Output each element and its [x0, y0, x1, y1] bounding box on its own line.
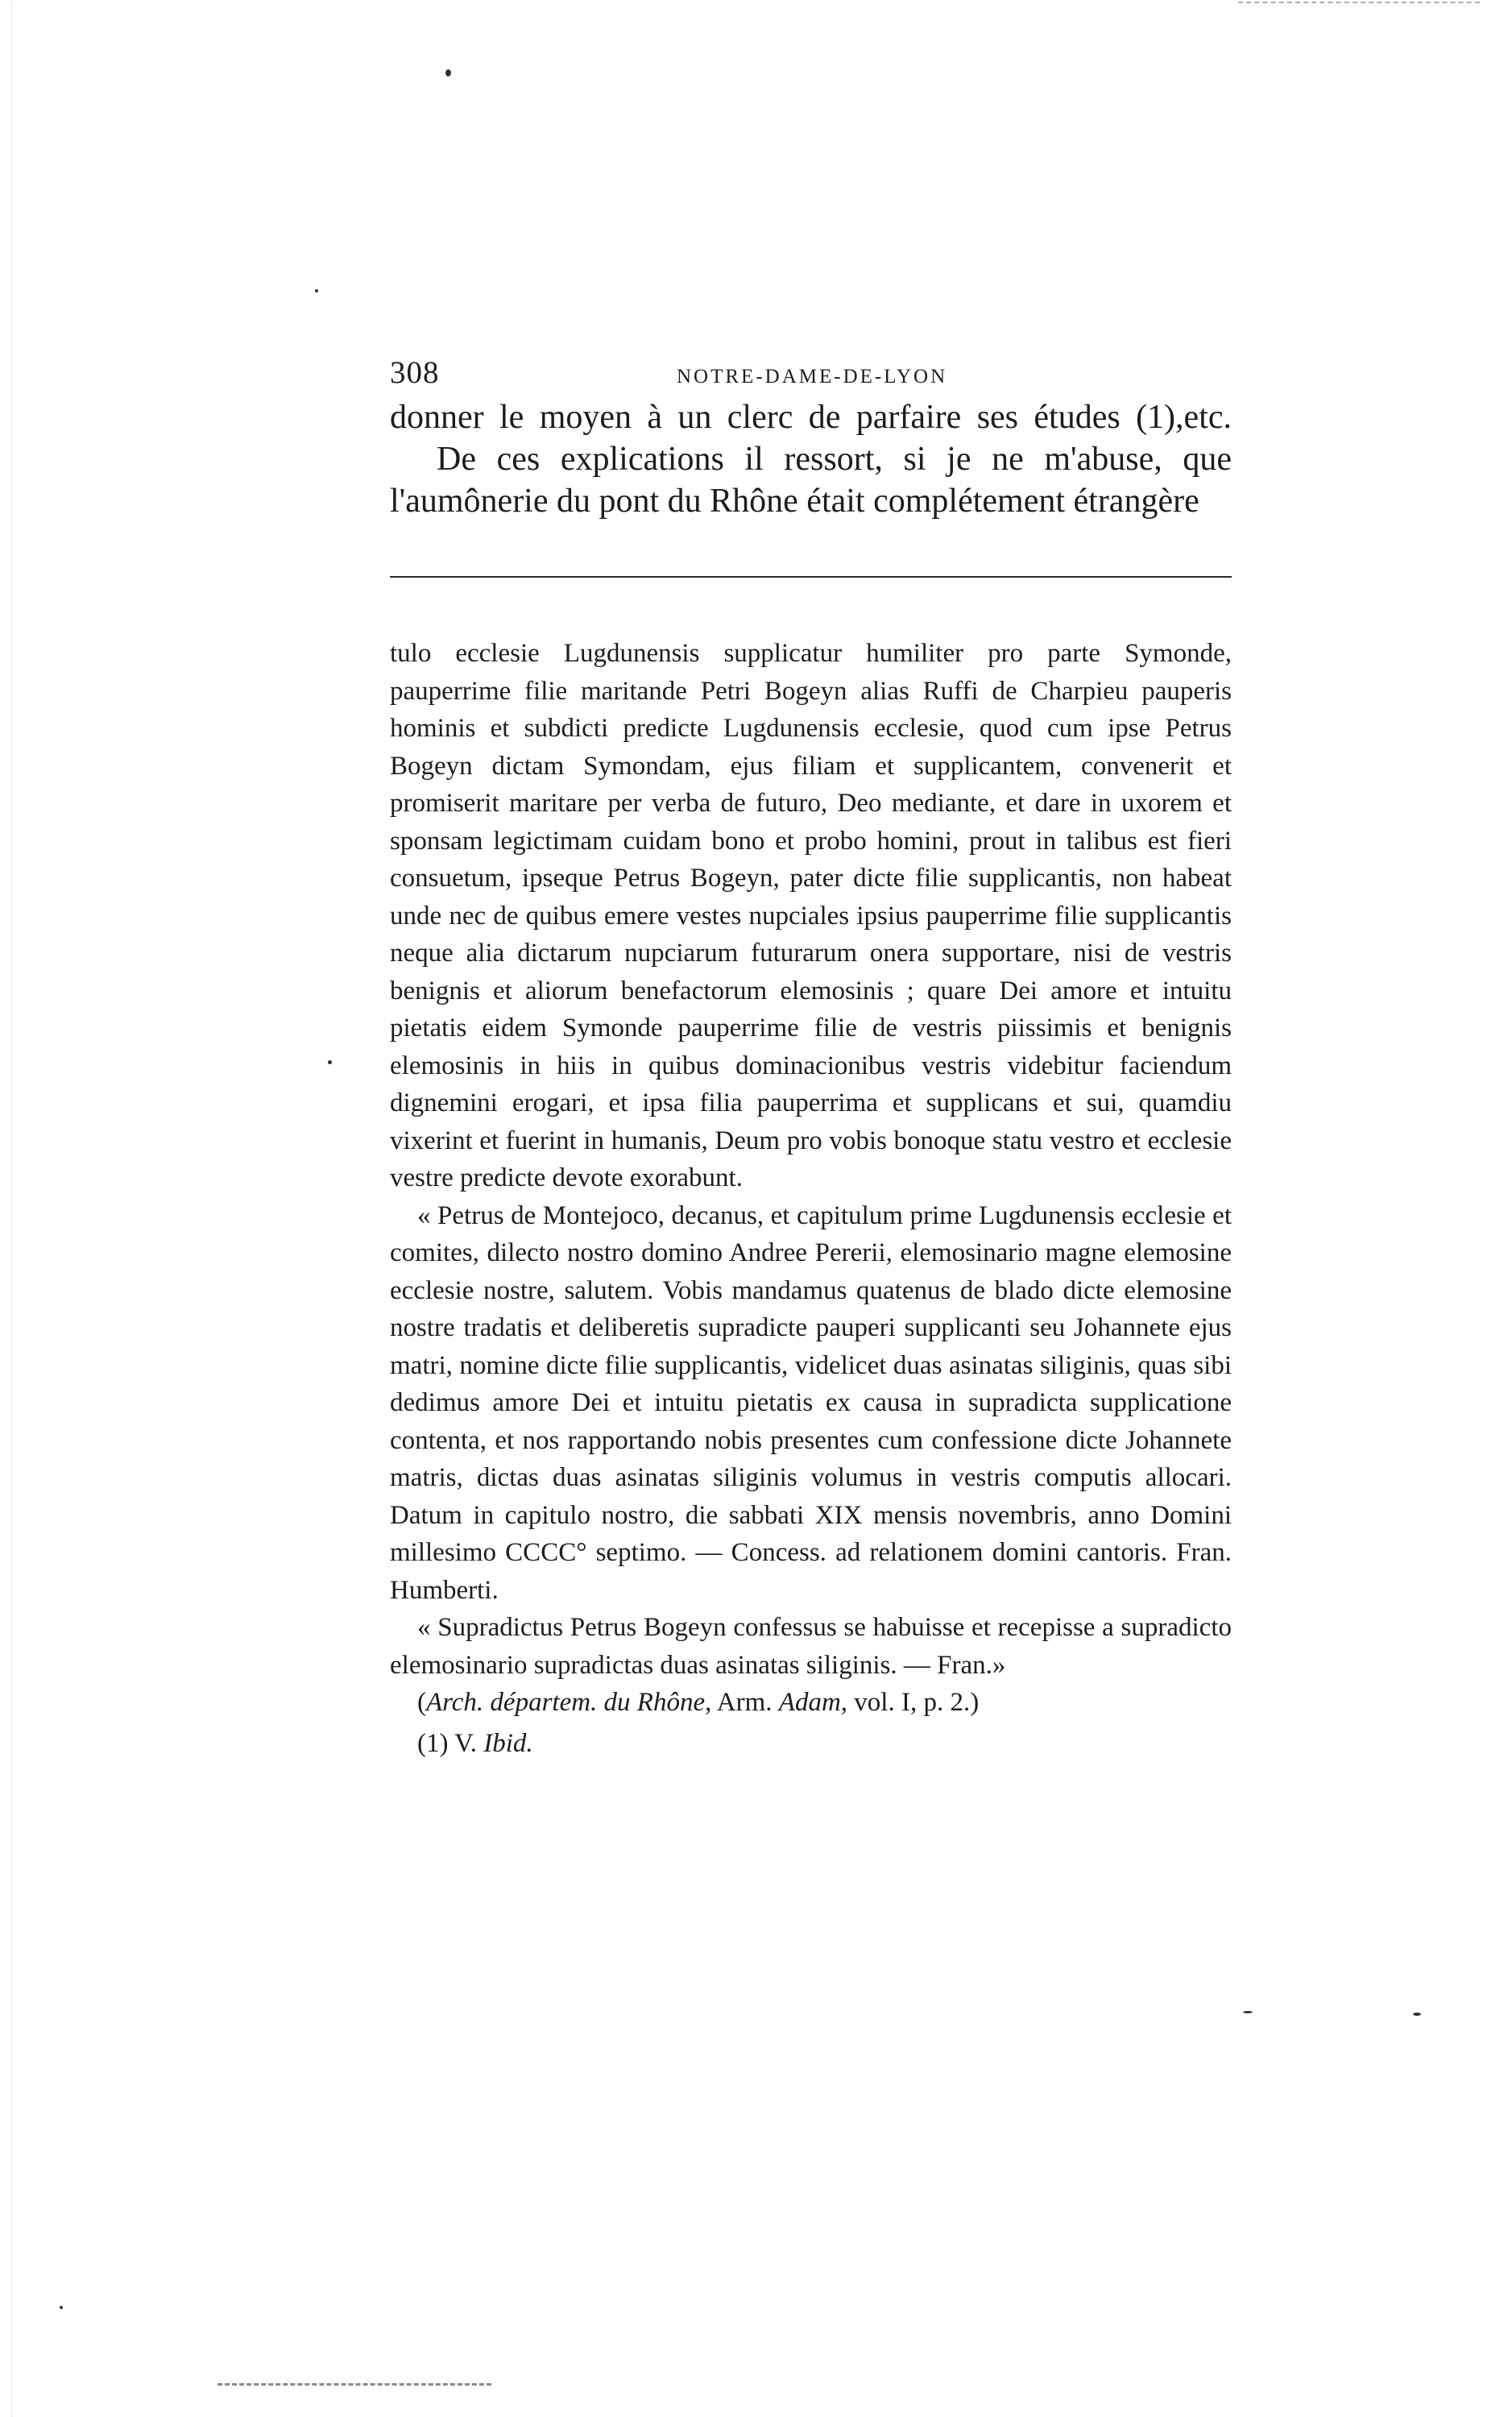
- scan-speck: [1243, 2011, 1253, 2013]
- scan-speck: [328, 1060, 332, 1064]
- page-number: 308: [390, 355, 440, 390]
- footnote-block: [390, 635, 1232, 1722]
- source-citation: [390, 1684, 1232, 1722]
- scan-speck: [1413, 2013, 1421, 2016]
- scan-bottom-artifact: [217, 2383, 491, 2386]
- body-continuation-line: donner le moyen à un clerc de parfaire ses études (1),etc.: [390, 399, 1232, 436]
- separator-rule: [390, 576, 1232, 578]
- footnote-reference: Ibid.: [483, 1728, 533, 1758]
- source-mid: , Arm.: [705, 1688, 779, 1717]
- footnote-marker: (1) V.: [417, 1728, 477, 1758]
- page-content: [390, 354, 1232, 1762]
- scan-top-artifact: [1238, 2, 1480, 3]
- body-paragraph: De ces explications il ressort, si je ne m'abuse, que l'aumônerie du pont du Rhône était complétement étrangère: [390, 441, 1232, 520]
- running-head: NOTRE-DAME-DE-LYON: [677, 366, 948, 388]
- scan-speck: [315, 289, 318, 292]
- page-header: [390, 354, 1232, 396]
- note-paragraph-3: « Supradictus Petrus Bogeyn confessus se habuisse et recepisse a supradicto elemosinario supradictas duas asinatas siliginis. — Fran.»: [390, 1613, 1232, 1680]
- source-fonds: Adam: [778, 1688, 841, 1717]
- source-end: , vol. I, p. 2.): [840, 1688, 980, 1717]
- source-archive: Arch. départem. du Rhône: [426, 1688, 706, 1717]
- note-paragraph-2: « Petrus de Montejoco, decanus, et capitulum prime Lugdunensis ecclesie et comites, dilecto nostro domino Andree Pererii, elemosinario magne elemosine ecclesie nostre, salutem. Vobis mandamus quatenus de blado dicte elemosine nostre tradatis et deliberetis supradicte pauperi supplicanti seu Johannete ejus matri, nomine dicte filie supplicantis, videlicet duas asinatas siliginis, quas sibi dedimus amore Dei et intuitu pietatis ex causa in supradicta supplicatione contenta, et nos rapportando nobis presentes cum confessione dicte Johannete matris, dictas duas asinatas siliginis volumus in vestris computis allocari. Datum in capitulo nostro, die sabbati XIX mensis novembris, anno Domini millesimo CCCC° septimo. — Concess. ad relationem domini cantoris. Fran. Humberti.: [390, 1200, 1232, 1605]
- scan-speck: [60, 2306, 63, 2309]
- scan-speck: [445, 69, 451, 77]
- scan-edge-artifact: [0, 0, 12, 2417]
- source-open: (: [417, 1688, 426, 1717]
- footnote-separator: [390, 522, 1232, 635]
- footnote-1: [390, 1725, 1232, 1762]
- note-paragraph-1: tulo ecclesie Lugdunensis supplicatur humiliter pro parte Symonde, pauperrime filie maritande Petri Bogeyn alias Ruffi de Charpieu pauperis hominis et subdicti predicte Lugdunensis ecclesie, quod cum ipse Petrus Bogeyn dictam Symondam, ejus filiam et supplicantem, convenerit et promiserit maritare per verba de futuro, Deo mediante, et dare in uxorem et sponsam legictimam cuidam bono et probo homini, prout in talibus est fieri consuetum, ipseque Petrus Bogeyn, pater dicte filie supplicantis, non habeat unde nec de quibus emere vestes nupciales ipsius pauperrime filie supplicantis neque alia dictarum nupciarum futurarum onera supportare, nisi de vestris benignis et aliorum benefactorum elemosinis ; quare Dei amore et intuitu pietatis eidem Symonde pauperrime filie de vestris piissimis et benignis elemosinis in hiis in quibus dominacionibus vestris videbitur faciendum dignemini erogari, et ipsa filia pauperrima et supplicans et sui, quamdiu vixerint et fuerint in humanis, Deum pro vobis bonoque statu vestro et ecclesie vestre predicte devote exorabunt.: [390, 639, 1232, 1192]
